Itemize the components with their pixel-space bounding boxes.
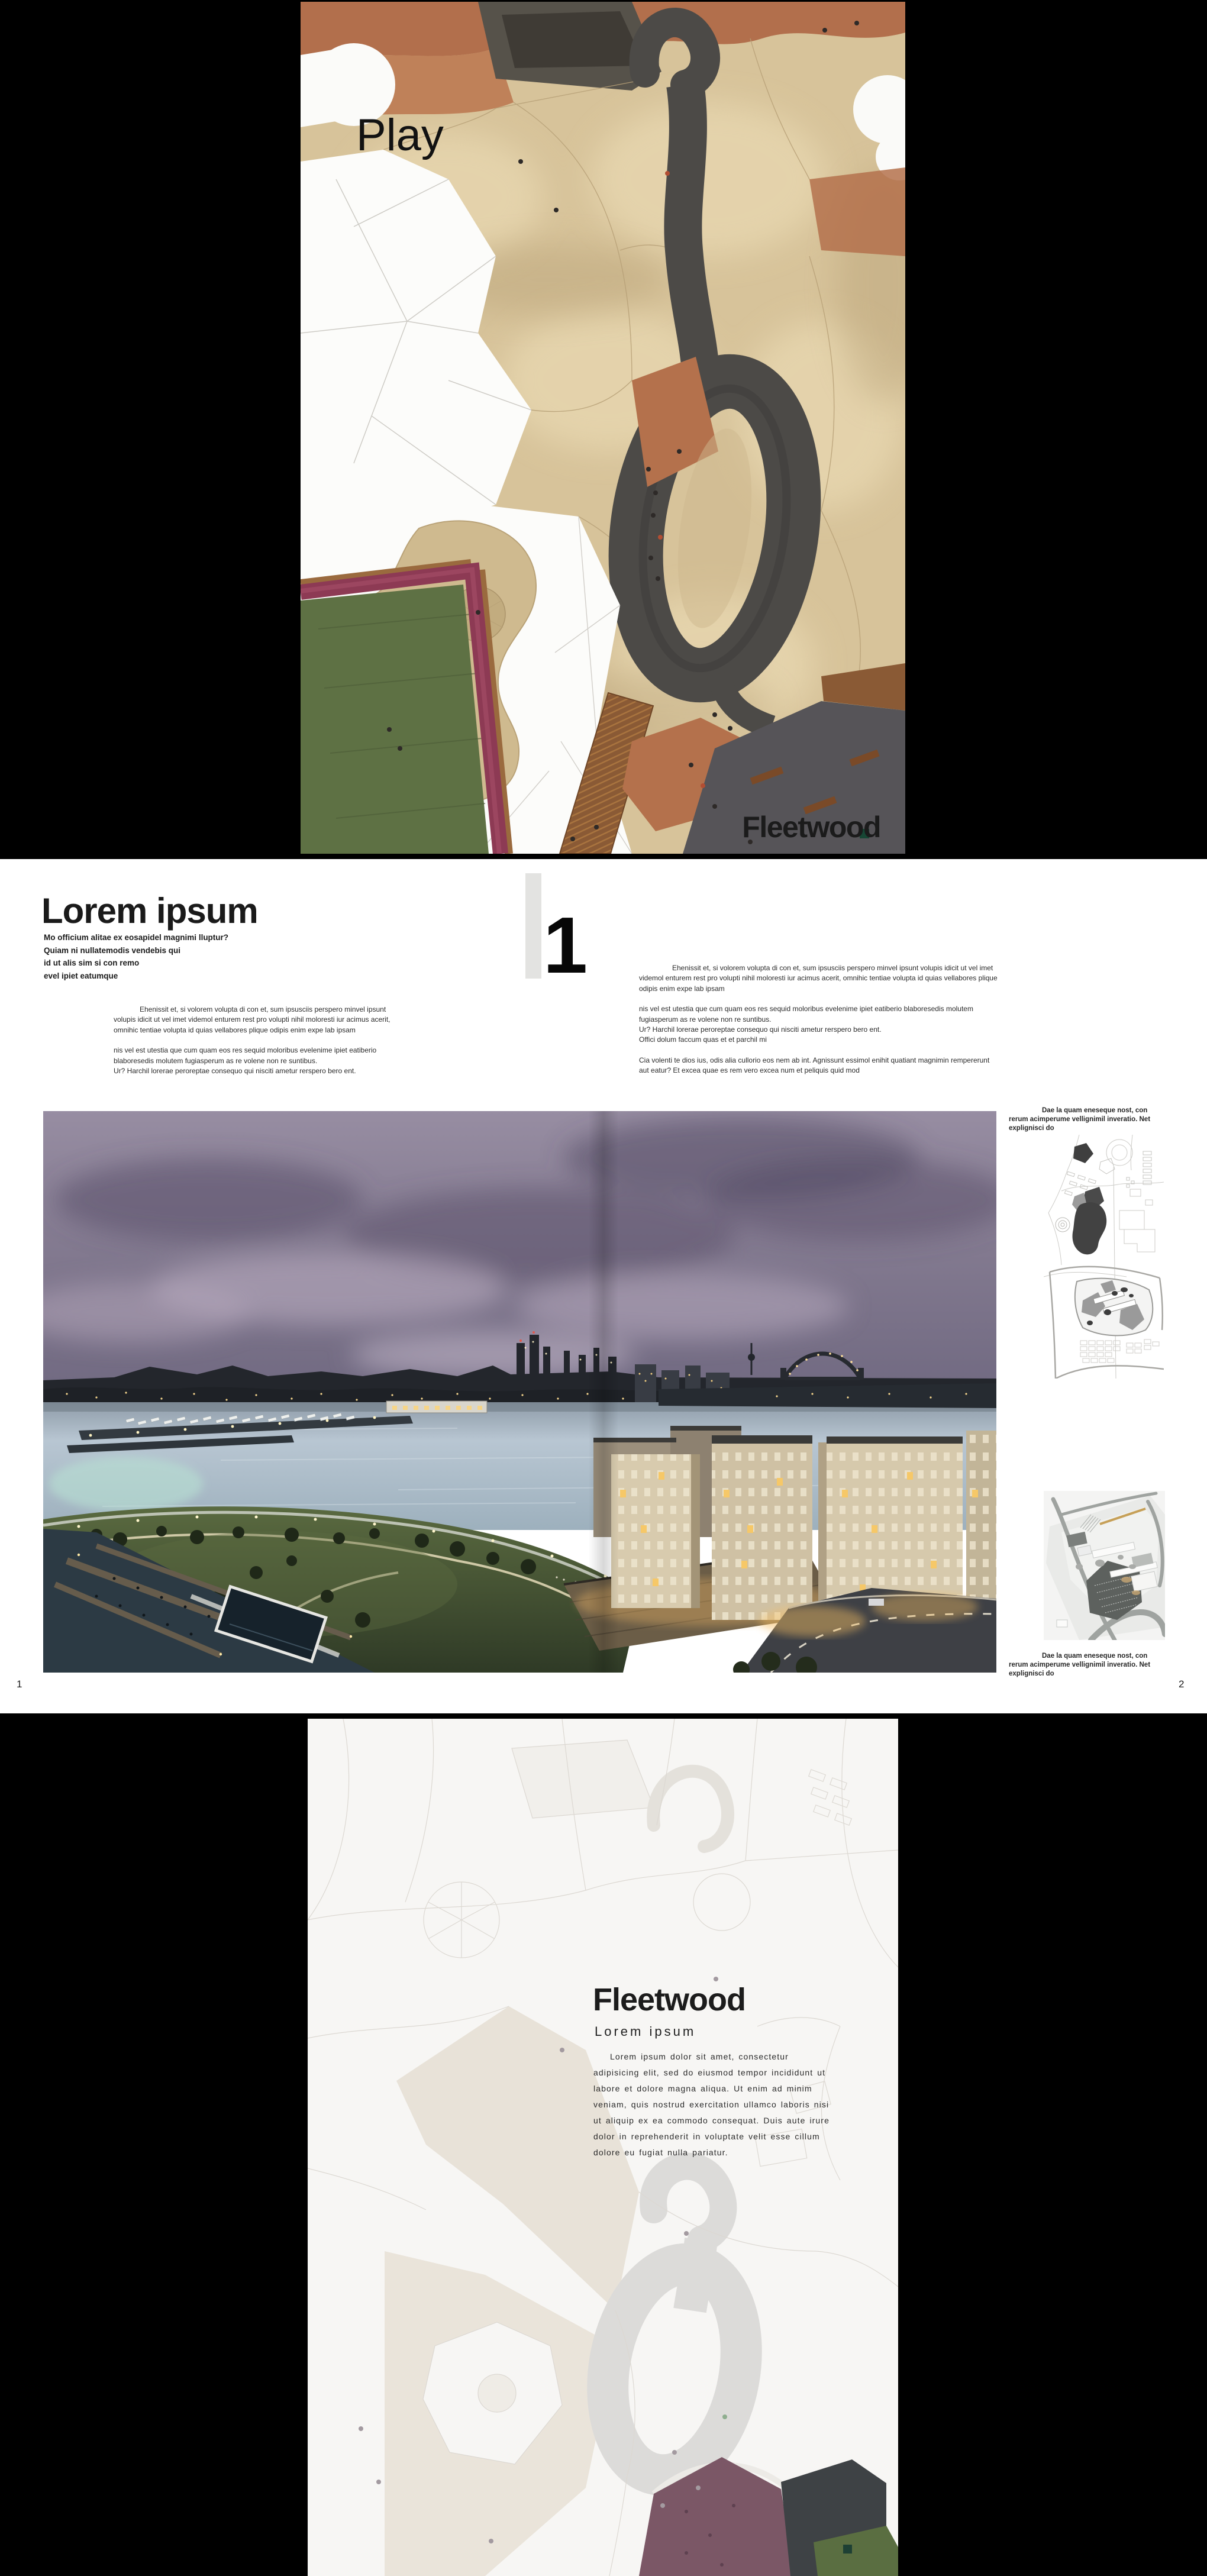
photo-caption-bottom: Dae la quam eneseque nost, con rerum acimperume vellignimil inveratio. Net explignisci do xyxy=(1009,1652,1151,1677)
back-cover-title: Fleetwood xyxy=(593,1982,746,2017)
paragraph: Offici dolum faccum quas et et parchil mi xyxy=(639,1035,767,1044)
paragraph: nis vel est utestia que cum quam eos res sequid moloribus evelenime ipiet eatiberio blaboresedis molutem fugiasperum as re volene non re suntibus. xyxy=(639,1005,973,1024)
paragraph: Ur? Harchil lorerae peroreptae consequo qui nisciti ametur rerspero bero ent. xyxy=(639,1025,882,1034)
cover-title: Play xyxy=(356,110,444,160)
cover-page xyxy=(301,2,905,854)
standfirst-line: evel ipiet eatumque xyxy=(44,971,118,980)
photo-caption-top: Dae la quam eneseque nost, con rerum acimperume vellignimil inveratio. Net explignisci do xyxy=(1009,1107,1151,1132)
site-location-plan xyxy=(1044,1135,1164,1379)
standfirst-line: id ut alis sim si con remo xyxy=(44,958,140,967)
paragraph: Ur? Harchil lorerae peroreptae consequo qui nisciti ametur rerspero bero ent. xyxy=(114,1067,356,1076)
paragraph: Cia volenti te dios ius, odis alia cullorio eos nem ab int. Agnissunt essimol enihit quatiant magnimin rempererunt aut eatur? Et excea quae es rem vero excea num et peliquis quid mod xyxy=(639,1055,990,1075)
spread-heading: Lorem ipsum xyxy=(41,891,258,931)
page-number-left: 1 xyxy=(17,1678,22,1690)
cover-brand-logo: Fleetwood xyxy=(742,811,880,844)
standfirst-line: Mo officium alitae ex eosapidel magnimi lluptur? xyxy=(44,933,229,942)
body-column-right xyxy=(639,963,998,1076)
standfirst xyxy=(44,931,228,982)
back-cover-body: Lorem ipsum dolor sit amet, consectetur adipisicing elit, sed do eiusmod tempor incididunt ut labore et dolore magna aliqua. Ut enim ad minim veniam, quis nostrud exercitation ullamco laboris nisi ut aliquip ex ea commodo consequat. Duis aute irure dolor in reprehenderit in voluptate velit esse cillum dolore eu fugiat nulla pariatur. xyxy=(593,2052,830,2157)
body-column-left xyxy=(114,1005,395,1076)
chapter-number: 1 xyxy=(543,900,588,990)
back-cover-subtitle: Lorem ipsum xyxy=(595,2024,696,2039)
axonometric-site-model xyxy=(1044,1491,1165,1640)
inner-spread xyxy=(0,859,1207,1713)
chapter-accent-bar xyxy=(525,873,541,979)
paragraph: Ehenissit et, si volorem volupta di con et, sum ipsusciis perspero minvel ipsunt volupis idicit ut vel imet videmol enturem rest pro volupti nihil moloresti iur acimus acerit, omnihic tentiae volupta id quias vellabores plique odipis enim expe lab ipsam xyxy=(114,1005,390,1034)
standfirst-line: Quiam ni nullatemodis vendebis qui xyxy=(44,945,181,955)
page-number-right: 2 xyxy=(1179,1678,1185,1690)
paragraph: Ehenissit et, si volorem volupta di con et, sum ipsusciis perspero minvel ipsunt volupis idicit ut vel imet videmol enturem rest pro volupti nihil moloresti iur acimus acerit, omnihic tentiae volupta id quias vellabores plique odipis enim expe lab ipsam xyxy=(639,964,998,993)
back-cover-page xyxy=(308,1719,898,2576)
waterfront-park-dusk-photo xyxy=(43,1111,996,1673)
paragraph: nis vel est utestia que cum quam eos res sequid moloribus evelenime ipiet eatiberio blaboresedis molutem fugiasperum as re volene non re suntibus. xyxy=(114,1046,377,1065)
